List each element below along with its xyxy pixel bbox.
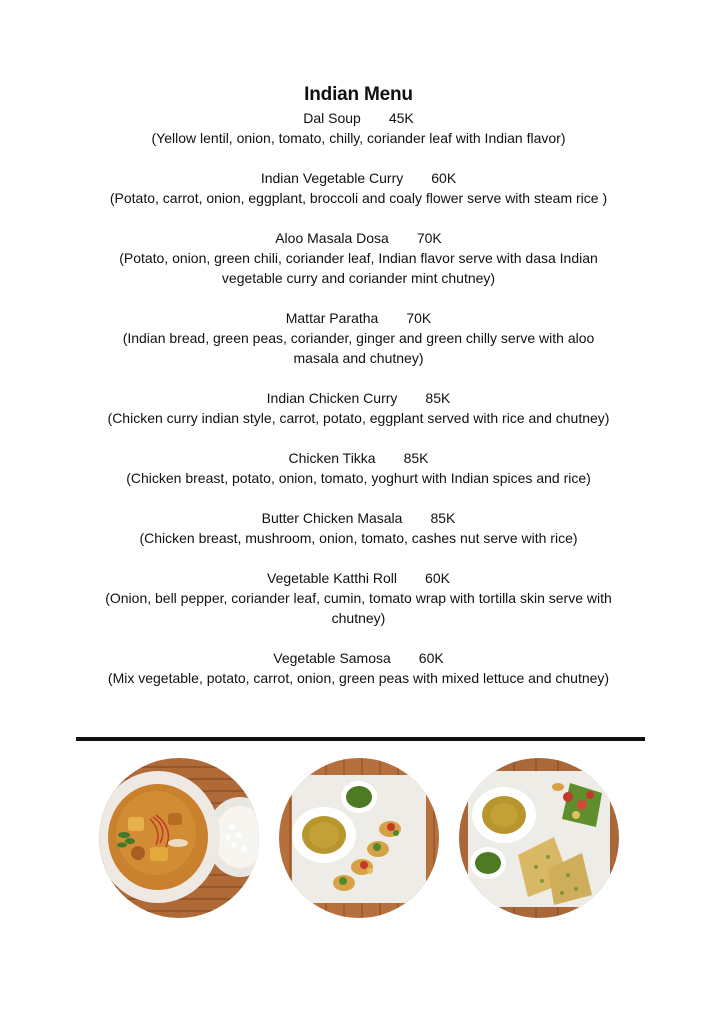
paratha-with-salad-photo: [458, 757, 620, 919]
item-description: (Chicken breast, potato, onion, tomato, yoghurt with Indian spices and rice): [126, 470, 591, 486]
menu-item-list: [0, 108, 717, 688]
menu-item: [0, 648, 717, 688]
item-price: 70K: [406, 310, 432, 326]
dal-with-samosa-bites-photo: [278, 757, 440, 919]
item-price: 70K: [416, 230, 442, 246]
item-name: Vegetable Katthi Roll: [267, 570, 398, 586]
section-divider: [76, 737, 645, 741]
item-description: (Mix vegetable, potato, carrot, onion, green peas with mixed lettuce and chutney): [107, 670, 610, 686]
item-name: Mattar Paratha: [285, 310, 379, 326]
item-price: 60K: [425, 570, 450, 586]
curry-with-rice-photo: [98, 757, 260, 919]
item-description: (Chicken curry indian style, carrot, potato, eggplant served with rice and chutney): [107, 410, 610, 426]
item-name: Dal Soup: [303, 110, 361, 126]
menu-item: [0, 308, 717, 368]
menu-item: [0, 228, 717, 288]
food-photo-row: [0, 757, 717, 921]
menu-section: [0, 82, 717, 708]
menu-title: Indian Menu: [304, 84, 413, 105]
menu-item: [0, 508, 717, 548]
item-description: (Potato, onion, green chili, coriander leaf, Indian flavor serve with dasa Indian vegetable curry and coriander mint chutney): [119, 250, 598, 286]
item-name: Butter Chicken Masala: [261, 510, 403, 526]
item-description: (Potato, carrot, onion, eggplant, broccoli and coaly flower serve with steam rice ): [109, 190, 608, 206]
item-name: Vegetable Samosa: [273, 650, 391, 666]
menu-item: [0, 448, 717, 488]
item-description: (Yellow lentil, onion, tomato, chilly, coriander leaf with Indian flavor): [151, 130, 566, 146]
menu-item: [0, 108, 717, 148]
item-name: Chicken Tikka: [288, 450, 376, 466]
item-name: Indian Chicken Curry: [266, 390, 398, 406]
menu-item: [0, 568, 717, 628]
item-price: 85K: [403, 450, 429, 466]
item-description: (Onion, bell pepper, coriander leaf, cumin, tomato wrap with tortilla skin serve with chutney): [105, 590, 612, 626]
item-price: 85K: [425, 390, 451, 406]
item-name: Indian Vegetable Curry: [260, 170, 404, 186]
item-price: 85K: [430, 510, 456, 526]
menu-item: [0, 168, 717, 208]
item-price: 60K: [431, 170, 457, 186]
item-name: Aloo Masala Dosa: [275, 230, 389, 246]
menu-item: [0, 388, 717, 428]
item-description: (Chicken breast, mushroom, onion, tomato, cashes nut serve with rice): [139, 530, 578, 546]
item-description: (Indian bread, green peas, coriander, ginger and green chilly serve with aloo masala and chutney): [122, 330, 595, 366]
item-price: 45K: [388, 110, 414, 126]
item-price: 60K: [418, 650, 444, 666]
